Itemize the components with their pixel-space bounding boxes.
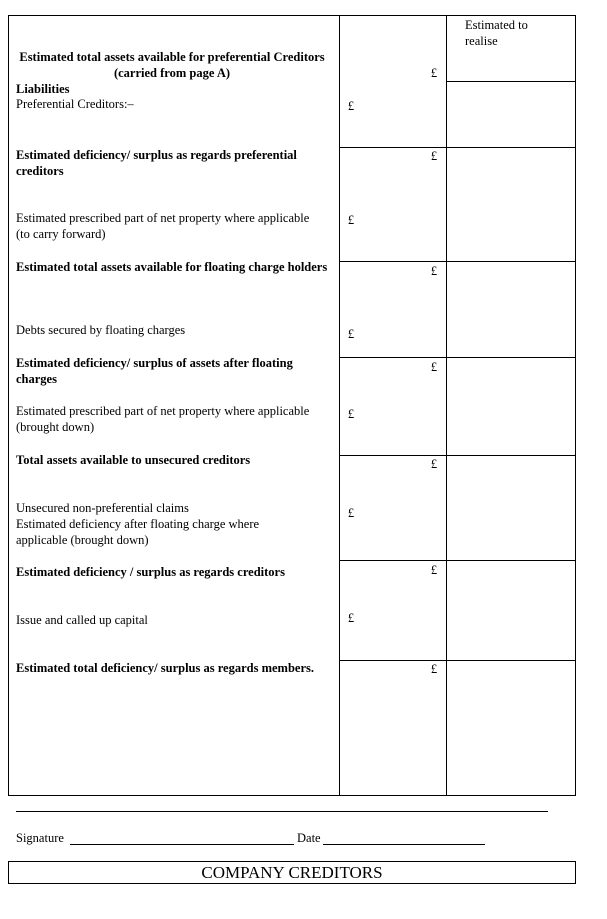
pound-sign: £ [430,264,438,278]
floating-deficiency-label: Estimated deficiency/ surplus of assets after floating charges [16,356,293,386]
row-divider [339,455,576,456]
row-divider [446,81,576,82]
pound-sign: £ [430,66,438,80]
pound-sign: £ [347,611,355,625]
preferential-creditors-label: Preferential Creditors:– [16,97,134,111]
pound-sign: £ [430,149,438,163]
signature-field[interactable] [70,844,294,845]
pound-sign: £ [347,99,355,113]
pref-deficiency-label: Estimated deficiency/ surplus as regards preferential creditors [16,148,297,178]
row-divider [339,147,576,148]
debts-floating-label: Debts secured by floating charges [16,323,186,337]
pound-sign: £ [347,506,355,520]
column-divider-left [339,15,340,796]
column-divider-right [446,15,447,796]
date-field[interactable] [323,844,485,845]
capital-label: Issue and called up capital [16,613,148,627]
row-divider [339,261,576,262]
row-divider [339,660,576,661]
creditors-deficiency-label: Estimated deficiency / surplus as regards creditors [16,565,285,579]
unsecured-claims-label: Unsecured non-preferential claims [16,501,189,515]
unsecured-assets-label: Total assets available to unsecured creditors [16,453,251,467]
pound-sign: £ [430,457,438,471]
pound-sign: £ [347,327,355,341]
pound-sign: £ [430,662,438,676]
floating-charge-assets-label: Estimated total assets available for floating charge holders [16,260,328,274]
pound-sign: £ [347,213,355,227]
pound-sign: £ [430,563,438,577]
preferential-assets-label: Estimated total assets available for preferential Creditors (carried from page A) [19,50,325,80]
members-deficiency-label: Estimated total deficiency/ surplus as regards members. [16,661,315,675]
footer-title: COMPANY CREDITORS [8,861,576,884]
pound-sign: £ [347,407,355,421]
separator-line [16,811,548,812]
date-label: Date [297,831,321,845]
pound-sign: £ [430,360,438,374]
estimated-to-realise-header: Estimated to realise [465,18,528,48]
row-divider [339,357,576,358]
liabilities-heading: Liabilities [16,82,70,96]
prescribed-part-down-label: Estimated prescribed part of net property where applicable (brought down) [16,404,310,434]
row-divider [339,560,576,561]
prescribed-part-forward-label: Estimated prescribed part of net property where applicable (to carry forward) [16,211,310,241]
signature-label: Signature [16,831,64,845]
deficiency-after-floating-label: Estimated deficiency after floating charge where applicable (brought down) [16,517,260,547]
